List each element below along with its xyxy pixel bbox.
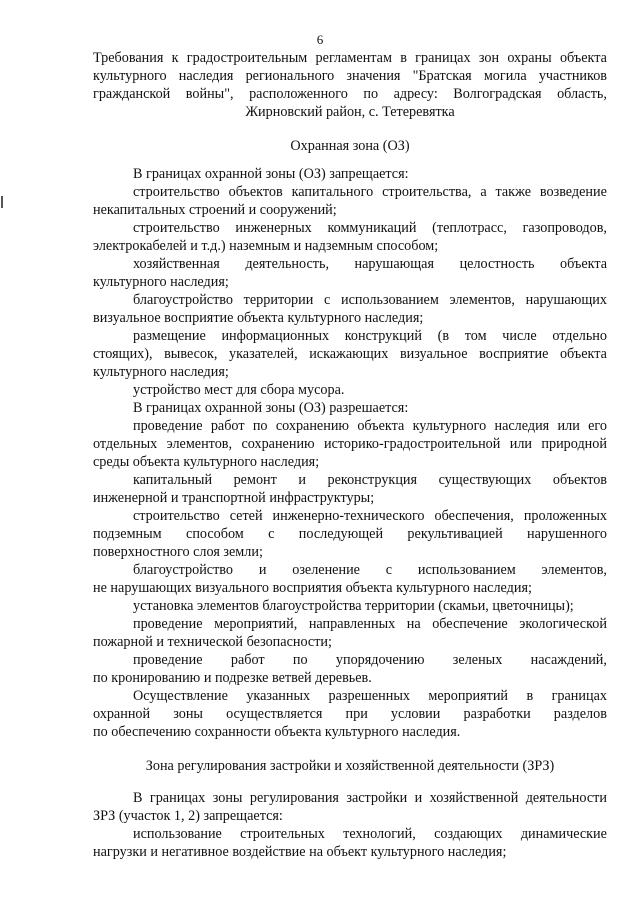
paragraph-line: благоустройство и озеленение с использованием элементов, <box>133 562 607 578</box>
title-line: культурного наследия регионального значения "Братская могила участников <box>93 68 607 84</box>
paragraph-line: использование строительных технологий, создающих динамические <box>133 826 607 842</box>
paragraph-line: проведение работ по сохранению объекта культурного наследия или его <box>133 418 607 434</box>
paragraph-line: устройство мест для сбора мусора. <box>133 382 345 398</box>
paragraph-line: проведение мероприятий, направленных на обеспечение экологической <box>133 616 607 632</box>
paragraph-line: инженерной и транспортной инфраструктуры; <box>93 490 375 506</box>
paragraph-line: Осуществление указанных разрешенных мероприятий в границах <box>133 688 607 704</box>
paragraph-line: визуальное восприятие объекта культурного наследия; <box>93 310 424 326</box>
paragraph-line: некапитальных строений и сооружений; <box>93 202 337 218</box>
paragraph-line: В границах охранной зоны (ОЗ) запрещается: <box>133 166 409 182</box>
paragraph-line: В границах зоны регулирования застройки и хозяйственной деятельности <box>133 790 607 806</box>
paragraph-line: проведение работ по упорядочению зеленых насаждений, <box>133 652 607 668</box>
page-number: 6 <box>316 32 324 47</box>
paragraph-line: установка элементов благоустройства территории (скамьи, цветочницы); <box>133 598 574 614</box>
margin-mark <box>1 196 3 208</box>
paragraph-line: по кронированию и подрезке ветвей деревьев. <box>93 670 372 686</box>
paragraph-line: стоящих), вывесок, указателей, искажающих визуальное восприятие объекта <box>93 346 607 362</box>
paragraph-line: В границах охранной зоны (ОЗ) разрешается: <box>133 400 409 416</box>
title-line: Требования к градостроительным регламентам в границах зон охраны объекта <box>93 50 607 66</box>
section-heading-oz: Охранная зона (ОЗ) <box>290 138 410 154</box>
paragraph-line: среды объекта культурного наследия; <box>93 454 320 470</box>
paragraph-line: строительство сетей инженерно-технического обеспечения, проложенных <box>133 508 607 524</box>
paragraph-line: пожарной и технической безопасности; <box>93 634 332 650</box>
paragraph-line: капитальный ремонт и реконструкция существующих объектов <box>133 472 607 488</box>
title-line: гражданской войны", расположенного по адресу: Волгоградская область, <box>93 86 607 102</box>
paragraph-line: культурного наследия; <box>93 364 229 380</box>
paragraph-line: строительство инженерных коммуникаций (теплотрасс, газопроводов, <box>133 220 607 236</box>
paragraph-line: ЗРЗ (участок 1, 2) запрещается: <box>93 808 283 824</box>
title-line: Жирновский район, с. Тетеревятка <box>245 104 455 120</box>
paragraph-line: хозяйственная деятельность, нарушающая целостность объекта <box>133 256 607 272</box>
paragraph-line: отдельных элементов, сохранению историко-градостроительной или природной <box>93 436 607 452</box>
paragraph-line: поверхностного слоя земли; <box>93 544 263 560</box>
paragraph-line: культурного наследия; <box>93 274 229 290</box>
paragraph-line: размещение информационных конструкций (в том числе отдельно <box>133 328 607 344</box>
section-heading-zrz: Зона регулирования застройки и хозяйственной деятельности (ЗРЗ) <box>145 758 555 774</box>
paragraph-line: нагрузки и негативное воздействие на объект культурного наследия; <box>93 844 507 860</box>
paragraph-line: благоустройство территории с использованием элементов, нарушающих <box>133 292 607 308</box>
paragraph-line: по обеспечению сохранности объекта культурного наследия. <box>93 724 461 740</box>
paragraph-line: охранной зоны осуществляется при условии разработки разделов <box>93 706 607 722</box>
paragraph-line: не нарушающих визуального восприятия объекта культурного наследия; <box>93 580 532 596</box>
paragraph-line: электрокабелей и т.д.) наземным и надземным способом; <box>93 238 439 254</box>
paragraph-line: строительство объектов капитального строительства, а также возведение <box>133 184 607 200</box>
paragraph-line: подземным способом с последующей рекультивацией нарушенного <box>93 526 607 542</box>
